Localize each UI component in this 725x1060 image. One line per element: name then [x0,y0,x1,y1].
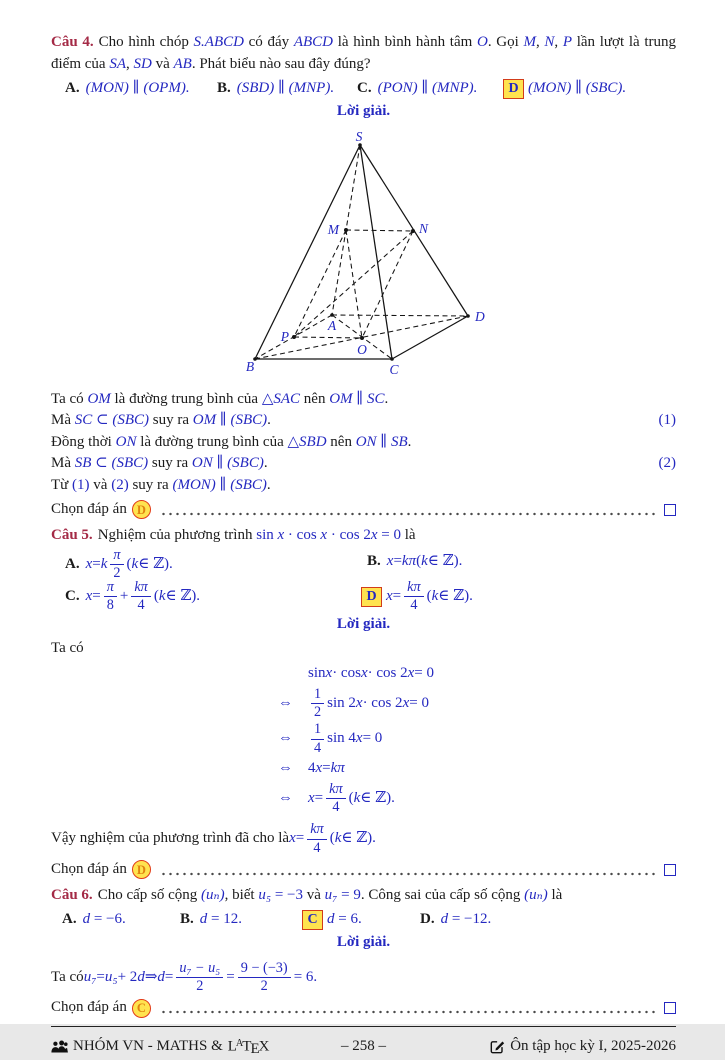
page-number: – 258 – [341,1037,386,1054]
text-segment: 4 [308,760,316,776]
text-segment: là hình bình hành tâm [333,34,477,50]
text-segment: là [547,886,563,903]
text-segment: d [440,911,449,927]
text-segment: nên [326,433,356,450]
text-segment: x [85,588,93,605]
text-segment: △ [261,390,274,407]
q5-option-a: A. x = k $\frac{\pi}{2}$ ( k ∈ ℤ). [65,547,173,582]
text-segment: x [402,694,410,711]
text-segment: ∈ ℤ). [341,830,376,847]
text-segment: = −3 [271,886,303,903]
footer [51,1027,676,1060]
text-segment: = 0 [377,526,401,543]
q6-option-b: B. d = 12. [180,911,242,927]
text-segment: x [289,830,296,847]
text-segment: ON ∥ (SBC) [191,455,264,471]
text-segment: Ta có [51,968,84,985]
text-segment: là đường trung bình của [110,390,262,407]
solid-edges [255,145,468,359]
q6-option-c [302,909,362,931]
question-4-statement [51,32,676,75]
text-segment: = [295,830,305,847]
text-segment: x [386,588,393,605]
edge-SC [360,145,392,359]
text-segment: d [327,911,335,927]
text-segment: x [386,553,394,569]
text-segment: (uₙ) [524,886,548,903]
question-6-text [98,887,563,903]
text-segment: SD [133,55,152,72]
segment-MN [346,230,413,231]
text-segment: x [355,730,363,747]
text-segment: ( [348,789,354,806]
text-segment: = [392,588,402,605]
q6-option-a: A. d = −6. [62,911,126,927]
text-segment: suy ra [128,476,173,493]
question-4-options [51,78,676,100]
figure-point-label-S: S [355,128,362,144]
text-segment: ON ∥ SB [355,433,408,450]
segment-NO [362,231,413,338]
text-segment: k [431,588,439,605]
text-segment: · cos 2 [362,694,403,711]
q6-choose-answer-line: Chọn đáp án C [51,997,676,1019]
text-segment: = [92,588,101,605]
text-segment: = 0 [362,730,383,747]
text-segment: = [96,968,105,985]
edge-CD [392,316,468,359]
text-segment: x [355,694,363,711]
fraction: $\frac{k\pi}{4}$ [131,580,150,614]
text-segment: ∈ ℤ). [427,553,463,569]
question-5-options-row-1 [51,546,676,580]
text-segment: suy ra [148,412,193,428]
text-segment: SA [109,55,126,72]
people-icon [51,1040,68,1053]
text-segment: và [302,886,325,903]
q6-solution-line [51,961,676,995]
text-segment: = 0 [409,694,429,711]
text-segment: · cos [332,665,361,681]
q4-solution-line-2 [51,410,676,432]
text-segment: sin [308,665,326,681]
question-5-text [98,527,416,543]
text-segment: u₅ [258,886,272,903]
q5-chosen-answer-circle: D [132,860,151,879]
text-segment: , biết [224,886,259,903]
qed-square [664,1002,676,1014]
figure-point-label-M: M [327,221,339,237]
footer-brand [51,1033,274,1060]
text-segment: = [322,760,331,776]
equation-number-2: (2) [658,455,676,471]
text-segment: d [157,968,165,985]
q5-taco-line: Ta có [51,639,84,656]
q4-option-d [503,78,626,100]
text-segment: P [562,34,573,50]
q4-solution-line-5 [51,475,676,497]
text-segment: k [131,556,139,573]
text-segment: OM [87,390,111,407]
text-segment: suy ra [148,455,192,471]
vertex-labels [245,129,484,377]
text-segment: = [393,553,402,569]
text-segment: và [89,476,112,493]
text-segment: là [400,526,416,543]
derivation-row-2: ⇔ $\frac{1}{2}$ sin 2 x · cos 2 x = 0 [278,685,429,720]
dot-leader [160,1010,659,1014]
text-segment: SBD [299,433,327,450]
derivation-row-3: ⇔ $\frac{1}{4}$ sin 4 x = 0 [278,721,383,756]
q4-solution-line-4 [51,453,676,475]
text-segment: Cho cấp số cộng [97,886,202,903]
dot-leader [160,872,659,876]
figure-point-label-A: A [327,317,336,333]
fraction: $\frac{k\pi}{4}$ [404,580,423,614]
text-segment: ⇒ [144,968,158,985]
fraction: $\frac{9 - (-3)}{2}$ [238,961,291,995]
text-segment: x [360,665,368,681]
text-segment: = 6. [334,911,362,927]
text-segment: = 9 [337,886,361,903]
q5-choose-answer-line: Chọn đáp án D [51,859,676,881]
text-segment: kπ [401,553,417,569]
text-segment: k [158,588,166,605]
text-segment: ( [416,553,422,569]
text-segment: N [544,34,555,50]
question-4-label: Câu 4. [51,34,94,50]
figure-point-label-P: P [280,328,289,344]
text-segment: k [353,789,361,806]
text-segment: x [320,526,328,543]
text-segment: = [164,968,174,985]
text-segment: O [476,34,488,50]
q5-derivation [278,663,676,815]
text-segment: △ [287,433,300,450]
text-segment: Vậy nghiệm của phương trình đã cho là [51,830,290,847]
text-segment: = 0 [414,665,434,681]
text-segment: = [314,789,324,806]
footer-right-text: Ôn tập học kỳ I, 2025-2026 [510,1037,677,1054]
text-segment: = [226,968,235,985]
text-segment: u₅ [104,968,118,985]
text-segment: = −12. [448,911,492,927]
text-segment: ABCD [293,34,334,50]
text-segment: u₇ [83,968,97,985]
text-segment: Mà [51,412,75,428]
segment-PO [294,337,362,338]
text-segment: x [308,789,315,806]
footer-right [453,1036,676,1058]
text-segment: nên [300,390,330,407]
text-segment: Mà [51,455,75,471]
text-segment: và [151,55,174,72]
edit-icon [490,1039,505,1054]
text-segment: d [199,911,208,927]
text-segment: ON [115,433,137,450]
text-segment: x [85,556,93,573]
edge-AD [332,315,468,316]
text-segment: SB ⊂ (SBC) [74,455,149,471]
q4-chosen-answer-circle: D [132,500,151,519]
figure-point-label-B: B [245,358,254,374]
text-segment: OM ∥ SC [329,390,385,407]
text-segment: M [523,34,536,50]
text-segment: ∈ ℤ). [438,588,473,605]
text-segment: . Công sai của cấp số cộng [360,886,525,903]
dot-leader [160,512,659,516]
fraction: $\frac{\pi}{8}$ [104,580,117,614]
q5-option-b: B. x = kπ ( k ∈ ℤ). [367,551,462,573]
text-segment: (MON) ∥ (SBC) [172,476,267,493]
text-segment: d [137,968,145,985]
text-segment: SAC [273,390,301,407]
text-segment: x [325,665,333,681]
text-segment: S.ABCD [193,34,244,50]
text-segment: ∈ ℤ). [165,588,201,605]
fraction: $\frac{k\pi}{4}$ [326,782,345,816]
q6-answer-box: C [302,910,323,930]
text-segment: . [407,433,412,450]
q4-solution-line-3 [51,432,676,454]
q5-option-d [361,580,473,614]
text-segment: có đáy [243,34,294,50]
text-segment: ( [329,830,335,847]
q4-option-a: A. (MON) ∥ (OPM). [65,80,190,96]
text-segment: Từ [51,476,73,493]
q4-solution-line-1 [51,389,676,411]
question-6-label: Câu 6. [51,886,93,903]
text-segment: k [334,830,342,847]
text-segment: , [125,55,134,72]
text-segment: là đường trung bình của [136,433,288,450]
fraction: $\frac{\text{u₇ − u₅}}{2}$ [176,961,223,995]
footer-brand-text: NHÓM VN - MATHS & [73,1037,223,1054]
qed-square [664,504,676,516]
question-6-options [51,909,676,931]
text-segment: , [535,34,545,50]
text-segment: (uₙ) [201,886,225,903]
text-segment: x [315,760,323,776]
question-5-statement [51,525,676,547]
text-segment: sin 4 [327,730,356,747]
text-segment: . [263,455,268,471]
segment-NP [294,231,413,337]
text-segment: . [266,476,271,493]
latex-logo: $L^ATEX$ [227,1037,270,1057]
text-segment: sin [256,526,278,543]
text-segment: = 6. [293,968,318,985]
text-segment: x [407,665,415,681]
text-segment: . [267,412,271,428]
text-segment: ∈ ℤ). [138,556,173,573]
q6-option-d: D. d = −12. [420,911,492,927]
text-segment: (MON) ∥ (OPM). [85,80,190,96]
text-segment: (PON) ∥ (MNP). [377,80,478,96]
derivation-row-1 [278,663,676,685]
text-segment: Đồng thời [51,433,116,450]
q6-chosen-answer-circle: C [132,999,151,1018]
question-5-options-row-2 [51,580,676,613]
text-segment: x [370,526,378,543]
text-segment: + 2 [117,968,138,985]
text-segment: AB [173,55,192,72]
text-segment: Ta có [51,390,88,407]
q4-option-b: B. (SBD) ∥ (MNP). [217,80,335,96]
q5-answer-box: D [361,587,382,607]
text-segment: = −6. [90,911,126,927]
text-segment: ( [426,588,432,605]
text-segment: ∈ ℤ). [360,789,395,806]
text-segment: · cos 2 [327,526,371,543]
text-segment: k [100,556,108,573]
fraction: $\frac{\pi}{2}$ [110,548,123,582]
text-segment: kπ [330,760,345,776]
text-segment: u₇ [324,886,338,903]
text-segment: x [277,526,285,543]
text-segment: + [119,588,129,605]
fraction: $\frac{1}{4}$ [311,722,324,756]
question-4-text [51,34,676,72]
text-segment: d [82,911,91,927]
derivation-row-4: ⇔ 4 x = kπ [278,758,676,780]
question-6-statement [51,885,676,907]
q4-option-c: C. (PON) ∥ (MNP). [357,80,478,96]
figure-point-label-C: C [388,361,399,377]
text-segment: (1) [72,476,90,493]
equation-number-1: (1) [658,412,676,428]
text-segment: lần lượt là trung điểm của [51,34,677,72]
text-segment: · cos [284,526,321,543]
question-5-label: Câu 5. [51,526,93,543]
text-segment: · cos 2 [367,665,408,681]
q4-figure-wrap [51,129,676,381]
q4-answer-box: D [503,79,524,99]
text-segment: = [92,556,101,573]
text-segment: (2) [111,476,129,493]
text-segment: OM ∥ (SBC) [192,412,268,428]
text-segment: ( [126,556,132,573]
q5-conclusion [51,822,676,856]
figure-point-label-O: O [356,341,367,357]
text-segment: k [421,553,428,569]
figure-point-label-D: D [474,308,485,324]
text-segment: Cho hình chóp [98,34,194,50]
page-content [51,0,676,1060]
text-segment: (SBD) ∥ (MNP). [236,80,335,96]
figure-point-label-N: N [418,220,428,236]
fraction: $\frac{1}{2}$ [311,687,324,721]
segment-MP [294,230,346,337]
text-segment: SC ⊂ (SBC) [74,412,149,428]
text-segment: ( [153,588,159,605]
text-segment: . Phát biểu nào sau đây đúng? [191,55,371,72]
text-segment: = 12. [207,911,242,927]
q4-choose-answer-line: Chọn đáp án D [51,499,676,521]
text-segment: . Gọi [487,34,524,50]
text-segment: . [384,390,389,407]
text-segment: (MON) ∥ (SBC). [528,80,627,96]
q5-option-c: C. x = $\frac{\pi}{8}$ + $\frac{k\pi}{4}$ ( k ∈ ℤ). [65,579,201,614]
edge-SB [255,145,360,359]
dashed-lines [255,145,468,359]
pyramid-figure [240,129,488,381]
text-segment: , [554,34,563,50]
derivation-row-5: ⇔ x = $\frac{k\pi}{4}$ ( k ∈ ℤ). [278,780,395,815]
text-segment: sin 2 [327,694,356,711]
q4-solution-heading: Lời giải. [336,103,391,119]
q5-solution-heading: Lời giải. [336,616,391,632]
fraction: $\frac{k\pi}{4}$ [307,822,326,856]
q6-solution-heading: Lời giải. [336,934,391,950]
qed-square [664,864,676,876]
text-segment: Nghiệm của phương trình [97,526,257,543]
